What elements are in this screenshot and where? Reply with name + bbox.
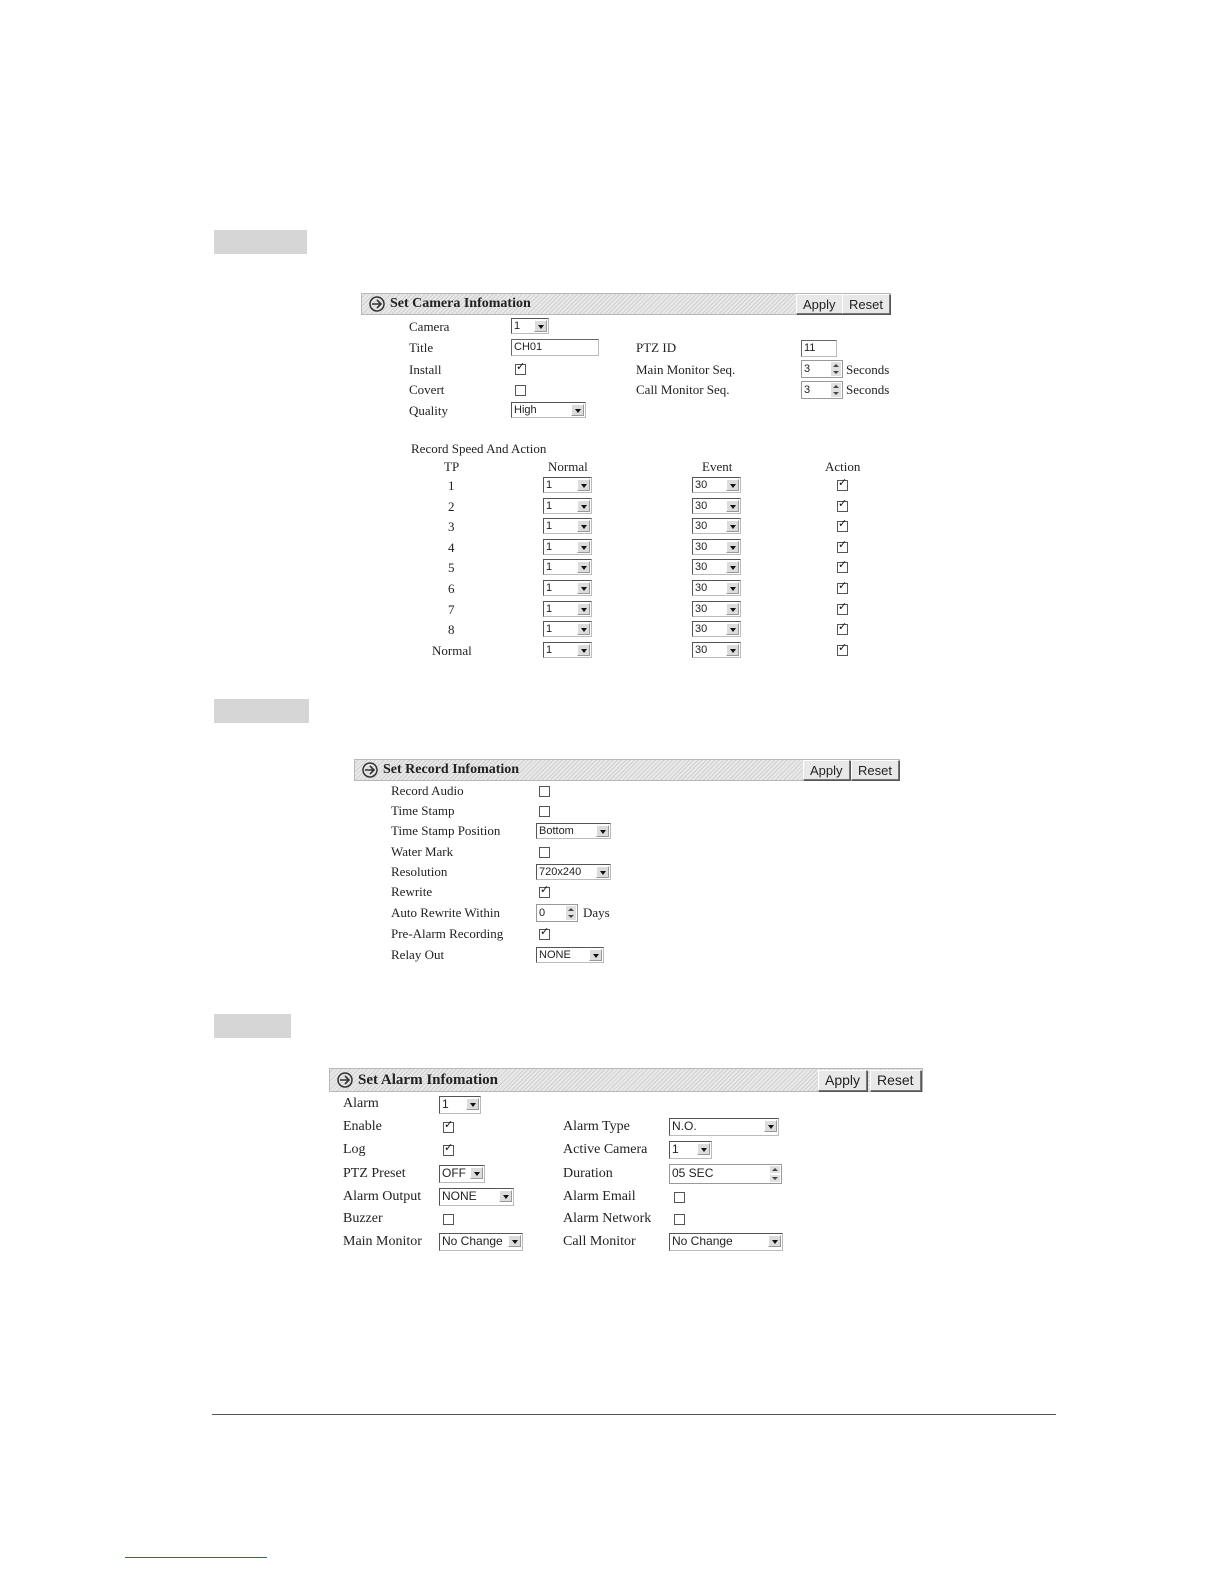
alarm-panel-title: Set Alarm Infomation [358,1072,498,1088]
chevron-down-icon [470,1167,483,1179]
speed-row-action-checkbox[interactable]: ✓ [838,600,848,613]
chevron-down-icon [499,1190,512,1202]
title-input[interactable]: CH01 [511,339,599,356]
speed-row-tp: 2 [448,499,455,514]
quality-label: Quality [409,403,448,418]
speed-row-tp: 4 [448,540,455,555]
speed-row-tp: 1 [448,478,455,493]
main-monitor-label: Main Monitor [343,1234,422,1249]
chevron-down-icon [577,644,590,656]
speed-row-event-select[interactable]: 30 [692,477,741,493]
speed-row-action-checkbox[interactable]: ✓ [838,538,848,551]
relay-out-label: Relay Out [391,947,445,962]
seconds-label: Seconds [846,362,890,377]
alarm-reset-button[interactable]: Reset [870,1070,921,1091]
footer-link-underline[interactable] [125,1557,267,1558]
auto-rewrite-spinner[interactable]: 0 [536,904,578,922]
record-panel-header [354,759,900,781]
water-mark-checkbox[interactable] [539,847,550,858]
alarm-email-checkbox[interactable] [674,1192,685,1203]
chevron-down-icon [596,866,609,878]
section-tab-camera [214,230,307,254]
title-label: Title [409,340,434,355]
chevron-down-icon [577,582,590,594]
chevron-down-icon [589,949,602,961]
chevron-down-icon [466,1098,479,1110]
speed-row-event-select[interactable]: 30 [692,539,741,555]
chevron-down-icon [726,623,739,635]
chevron-down-icon [726,582,739,594]
camera-apply-button[interactable]: Apply [796,294,843,314]
chevron-down-icon [726,561,739,573]
main-monitor-seq-label: Main Monitor Seq. [636,362,736,377]
resolution-label: Resolution [391,864,448,879]
alarm-output-label: Alarm Output [343,1189,422,1204]
ptz-id-input[interactable]: 11 [801,340,837,357]
ptz-preset-label: PTZ Preset [343,1166,406,1181]
arrow-up-icon[interactable] [831,383,841,390]
speed-row-normal-select[interactable]: 1 [543,621,592,637]
chevron-down-icon [577,603,590,615]
section-tab-record [214,699,309,723]
arrow-right-icon [336,1072,354,1088]
alarm-network-label: Alarm Network [563,1211,652,1226]
main-monitor-seq-spinner[interactable]: 3 [801,360,843,378]
call-monitor-select[interactable]: No Change [669,1233,783,1251]
call-monitor-seq-spinner[interactable]: 3 [801,381,843,399]
speed-row-normal-select[interactable]: 1 [543,601,592,617]
alarm-email-label: Alarm Email [563,1189,636,1204]
time-stamp-position-label: Time Stamp Position [391,823,501,838]
time-stamp-label: Time Stamp [391,803,455,818]
chevron-down-icon [596,825,609,837]
alarm-output-select[interactable]: NONE [439,1188,514,1206]
chevron-down-icon [508,1235,521,1247]
active-camera-label: Active Camera [563,1142,648,1157]
alarm-label: Alarm [343,1096,379,1111]
arrow-down-icon[interactable] [831,390,841,397]
speed-row-tp: 7 [448,602,455,617]
arrow-down-icon[interactable] [831,369,841,376]
chevron-down-icon [764,1120,777,1132]
chevron-down-icon [577,561,590,573]
col-header-action: Action [825,459,861,474]
buzzer-label: Buzzer [343,1211,383,1226]
chevron-down-icon [577,623,590,635]
arrow-up-icon[interactable] [831,362,841,369]
auto-rewrite-label: Auto Rewrite Within [391,905,501,920]
chevron-down-icon [726,541,739,553]
speed-row-event-select[interactable]: 30 [692,580,741,596]
speed-row-event-select[interactable]: 30 [692,559,741,575]
ptz-preset-select[interactable]: OFF [439,1165,485,1183]
call-monitor-seq-label: Call Monitor Seq. [636,382,730,397]
seconds-label: Seconds [846,382,890,397]
pre-alarm-checkbox[interactable]: ✓ [540,925,550,938]
alarm-panel-header [329,1068,923,1092]
chevron-down-icon [697,1143,710,1155]
arrow-down-icon[interactable] [770,1175,780,1182]
covert-label: Covert [409,382,445,397]
arrow-down-icon[interactable] [566,913,576,920]
speed-row-action-checkbox[interactable]: ✓ [838,579,848,592]
chevron-down-icon [571,404,584,416]
time-stamp-checkbox[interactable] [539,806,550,817]
install-label: Install [409,362,442,377]
log-label: Log [343,1142,366,1157]
speed-row-action-checkbox[interactable]: ✓ [838,517,848,530]
camera-panel-title: Set Camera Infomation [390,296,531,311]
record-apply-button[interactable]: Apply [803,760,850,780]
speed-row-tp: 8 [448,622,455,637]
time-stamp-position-select[interactable]: Bottom [536,823,611,839]
speed-row-action-checkbox[interactable]: ✓ [838,641,848,654]
covert-checkbox[interactable] [515,385,526,396]
duration-spinner[interactable]: 05 SEC [669,1164,782,1184]
speed-row-tp: Normal [432,643,472,658]
speed-row-tp: 6 [448,581,455,596]
arrow-up-icon[interactable] [566,906,576,913]
speed-row-action-checkbox[interactable]: ✓ [838,558,848,571]
footer-divider [212,1414,1056,1415]
chevron-down-icon [726,520,739,532]
speed-row-event-select[interactable]: 30 [692,621,741,637]
record-panel-title: Set Record Infomation [383,762,520,777]
pre-alarm-label: Pre-Alarm Recording [391,926,504,941]
alarm-apply-button[interactable]: Apply [818,1070,867,1091]
call-monitor-label: Call Monitor [563,1234,636,1249]
col-header-tp: TP [444,459,460,474]
arrow-right-icon [361,762,379,778]
rewrite-checkbox[interactable]: ✓ [540,883,550,896]
resolution-select[interactable]: 720x240 [536,864,611,880]
speed-row-action-checkbox[interactable]: ✓ [838,620,848,633]
arrow-right-icon [368,296,386,312]
quality-select[interactable]: High [511,402,586,418]
duration-label: Duration [563,1166,613,1181]
install-checkbox[interactable]: ✓ [516,360,526,373]
speed-row-event-select[interactable]: 30 [692,498,741,514]
enable-label: Enable [343,1119,382,1134]
relay-out-select[interactable]: NONE [536,947,604,963]
speed-row-event-select[interactable]: 30 [692,601,741,617]
speed-row-tp: 3 [448,519,455,534]
chevron-down-icon [726,500,739,512]
chevron-down-icon [534,320,547,332]
enable-checkbox[interactable]: ✓ [444,1118,454,1131]
record-audio-checkbox[interactable] [539,786,550,797]
camera-reset-button[interactable]: Reset [842,294,890,314]
rewrite-label: Rewrite [391,884,433,899]
chevron-down-icon [577,479,590,491]
chevron-down-icon [768,1235,781,1247]
ptz-id-label: PTZ ID [636,340,677,355]
active-camera-select[interactable]: 1 [669,1141,712,1159]
speed-row-normal-select[interactable]: 1 [543,498,592,514]
chevron-down-icon [577,500,590,512]
chevron-down-icon [577,541,590,553]
speed-row-normal-select[interactable]: 1 [543,539,592,555]
camera-label: Camera [409,319,450,334]
speed-row-normal-select[interactable]: 1 [543,580,592,596]
speed-row-event-select[interactable]: 30 [692,518,741,534]
days-label: Days [583,905,610,920]
chevron-down-icon [726,644,739,656]
speed-row-normal-select[interactable]: 1 [543,518,592,534]
alarm-type-label: Alarm Type [563,1119,630,1134]
col-header-event: Event [702,459,733,474]
speed-row-event-select[interactable]: 30 [692,642,741,658]
record-speed-section-title: Record Speed And Action [411,441,547,456]
alarm-type-select[interactable]: N.O. [669,1118,779,1136]
water-mark-label: Water Mark [391,844,454,859]
record-reset-button[interactable]: Reset [851,760,899,780]
camera-select[interactable]: 1 [511,318,549,334]
chevron-down-icon [726,603,739,615]
speed-row-action-checkbox[interactable]: ✓ [838,476,848,489]
speed-row-normal-select[interactable]: 1 [543,642,592,658]
speed-row-normal-select[interactable]: 1 [543,477,592,493]
log-checkbox[interactable]: ✓ [444,1141,454,1154]
alarm-select[interactable]: 1 [439,1096,481,1114]
buzzer-checkbox[interactable] [443,1214,454,1225]
speed-row-normal-select[interactable]: 1 [543,559,592,575]
main-monitor-select[interactable]: No Change [439,1233,523,1251]
speed-row-tp: 5 [448,560,455,575]
chevron-down-icon [577,520,590,532]
camera-panel-header [361,293,891,315]
speed-row-action-checkbox[interactable]: ✓ [838,497,848,510]
alarm-network-checkbox[interactable] [674,1214,685,1225]
record-audio-label: Record Audio [391,783,464,798]
col-header-normal: Normal [548,459,588,474]
arrow-up-icon[interactable] [770,1166,780,1173]
chevron-down-icon [726,479,739,491]
section-tab-alarm [214,1014,291,1038]
